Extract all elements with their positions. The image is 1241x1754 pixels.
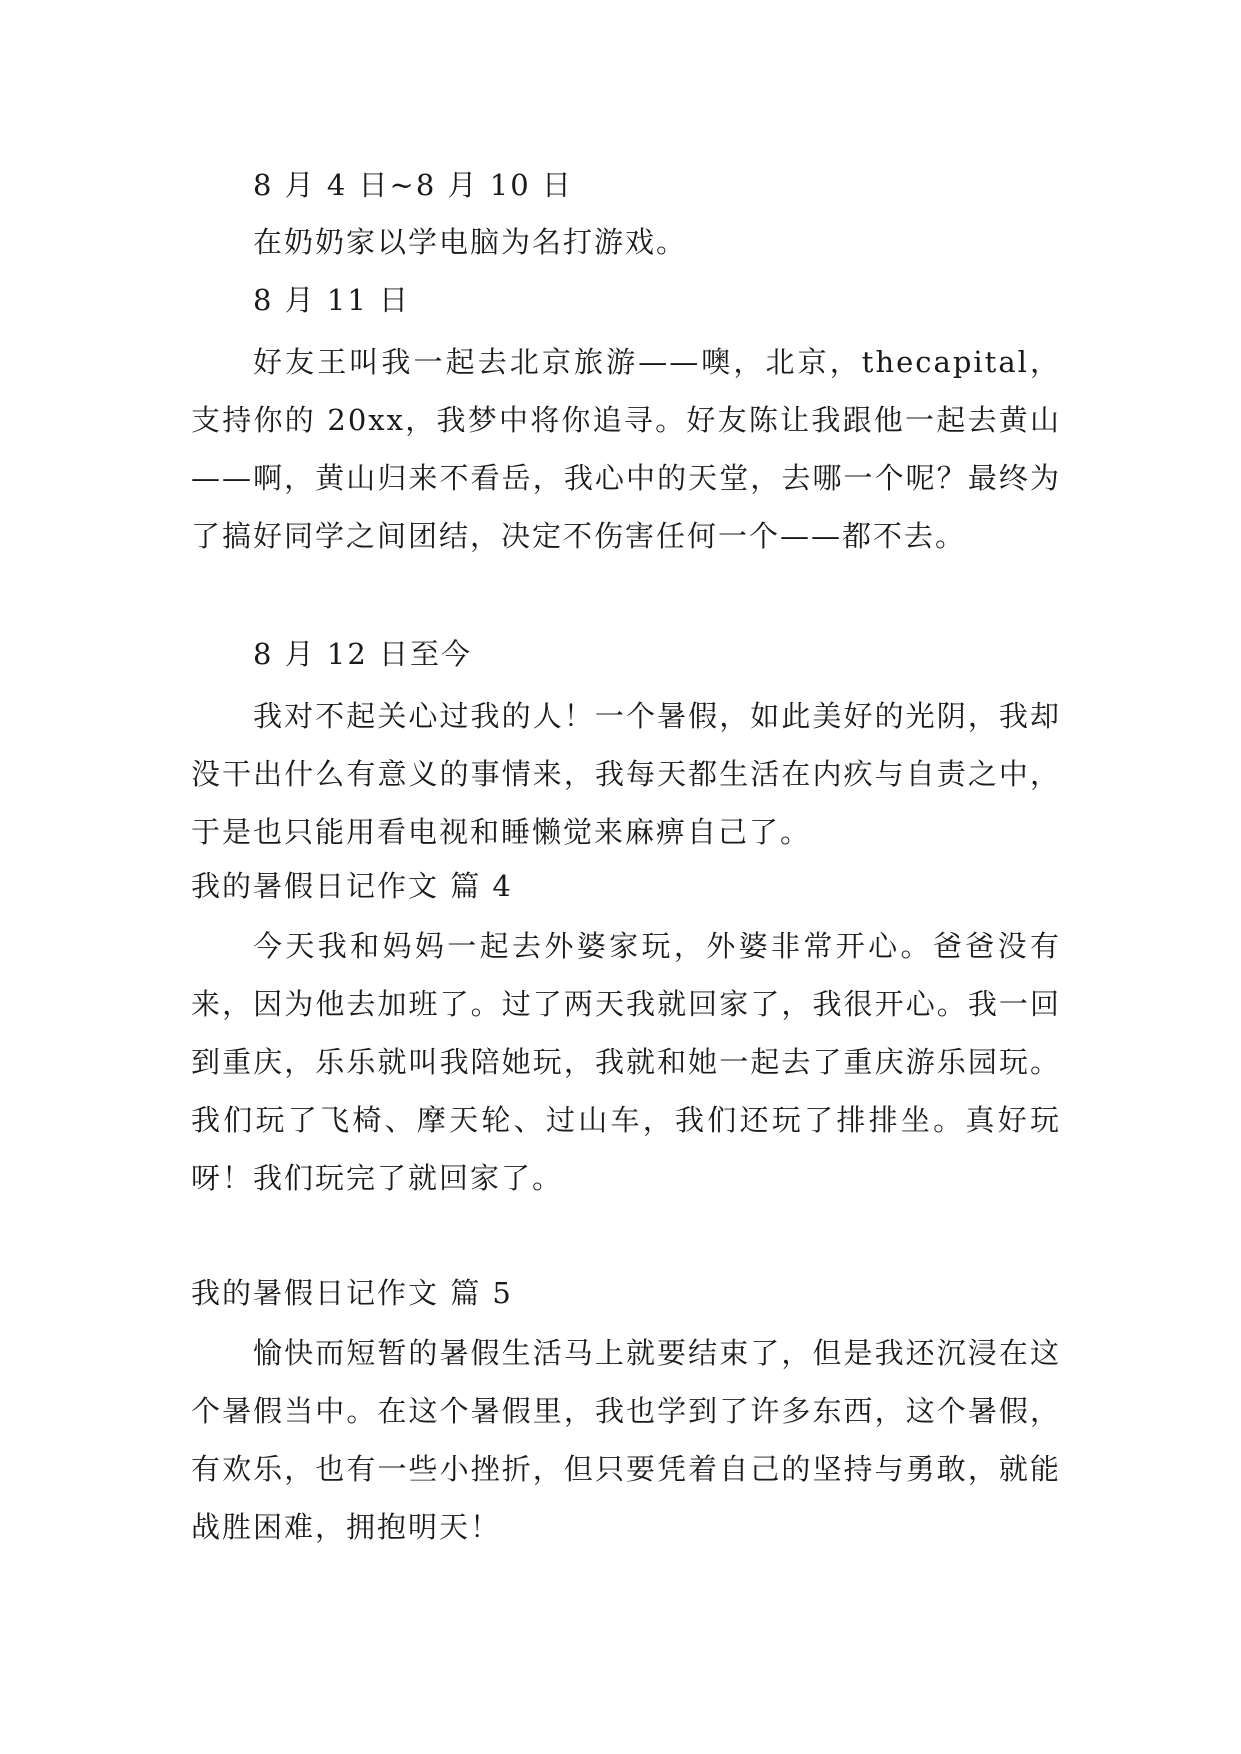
entry-text-aug4-10: 在奶奶家以学电脑为名打游戏。: [253, 225, 688, 259]
section-body-5: 愉快而短暂的暑假生活马上就要结束了，但是我还沉浸在这个暑假当中。在这个暑假里，我也学到了许多东西，这个暑假，有欢乐，也有一些小挫折，但只要凭着自己的坚持与勇敢，就能战胜困难，拥抱明天！: [191, 1336, 1061, 1544]
entry-date-aug12: 8 月 12 日至今: [253, 637, 473, 671]
section-heading-5: 我的暑假日记作文 篇 5: [191, 1276, 513, 1310]
entry-date-aug11: 8 月 11 日: [253, 283, 411, 317]
section-heading-4: 我的暑假日记作文 篇 4: [191, 869, 513, 903]
section-body-4: 今天我和妈妈一起去外婆家玩，外婆非常开心。爸爸没有来，因为他去加班了。过了两天我就回家了，我很开心。我一回到重庆，乐乐就叫我陪她玩，我就和她一起去了重庆游乐园玩。我们玩了飞椅、摩天轮、过山车，我们还玩了排排坐。真好玩呀！我们玩完了就回家了。: [191, 929, 1061, 1195]
entry-date-aug4-10: 8 月 4 日~8 月 10 日: [253, 168, 573, 202]
entry-text-aug11: 好友王叫我一起去北京旅游——噢，北京，thecapital，支持你的 20xx，我梦中将你追寻。好友陈让我跟他一起去黄山——啊，黄山归来不看岳，我心中的天堂，去哪一个呢？最终为了搞好同学之间团结，决定不伤害任何一个——都不去。: [191, 345, 1061, 553]
entry-text-aug12: 我对不起关心过我的人！一个暑假，如此美好的光阴，我却没干出什么有意义的事情来，我每天都生活在内疚与自责之中，于是也只能用看电视和睡懒觉来麻痹自己了。: [191, 699, 1061, 849]
